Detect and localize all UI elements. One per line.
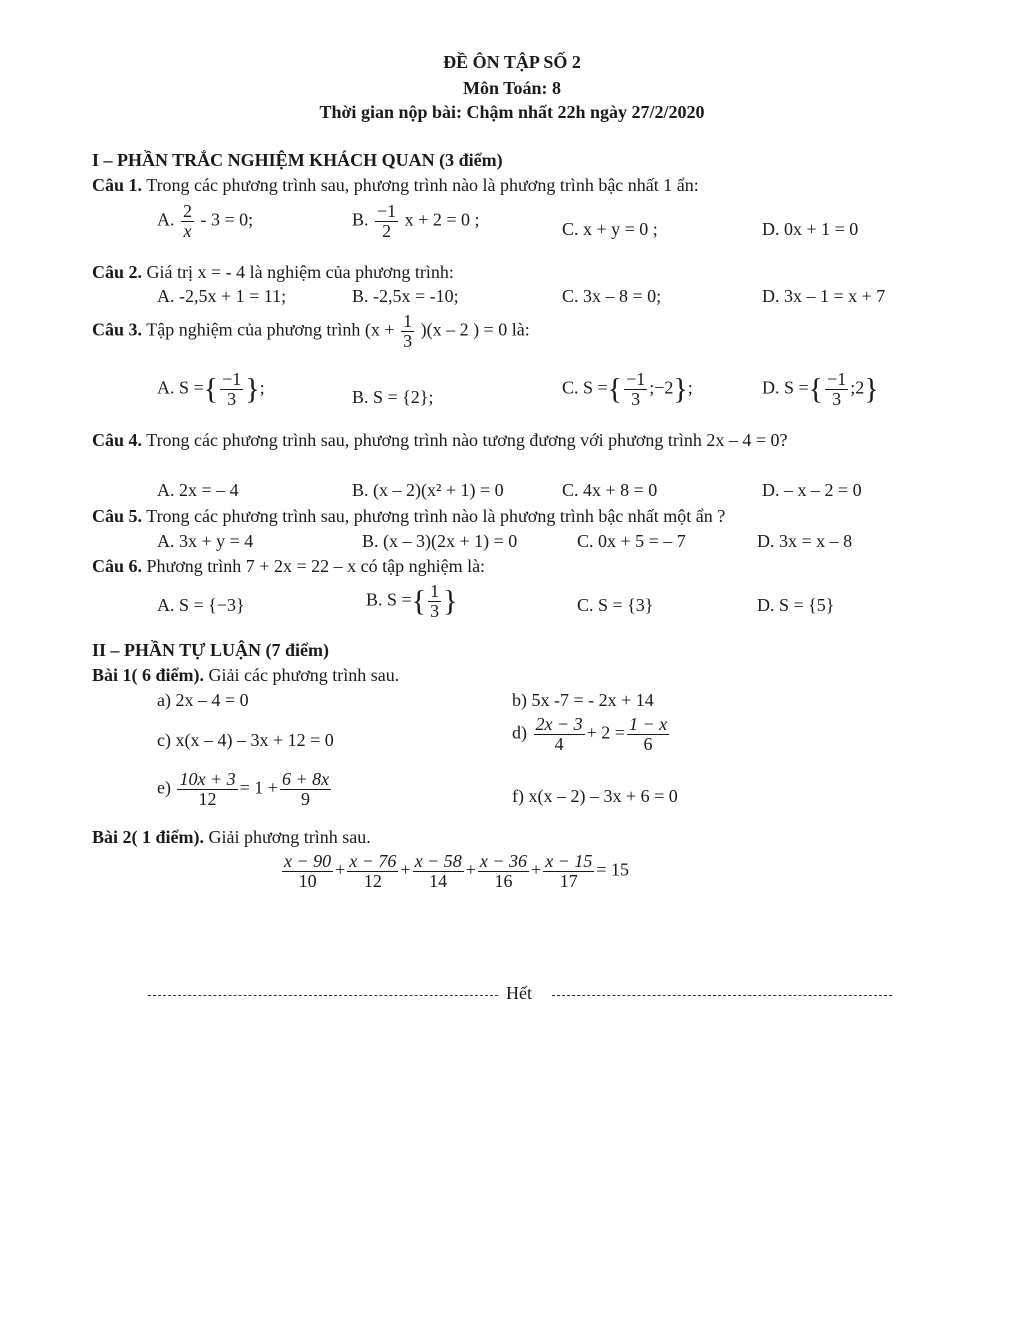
question-1-option-c: C. x + y = 0 ; [562, 219, 658, 239]
question-4-option-d: D. – x – 2 = 0 [762, 480, 862, 500]
question-3-text: Tập nghiệm của phương trình (x + [146, 319, 395, 340]
bai-2-text: Giải phương trình sau. [208, 827, 371, 847]
left-brace: { [411, 584, 427, 618]
fraction-denominator: 4 [554, 733, 564, 754]
fraction-numerator: x − 58 [414, 851, 462, 871]
option-label: B. [352, 209, 369, 230]
fraction-denominator: 3 [631, 388, 641, 409]
fraction-denominator: x [183, 220, 192, 241]
question-1-label: Câu 1. [92, 175, 143, 195]
question-1 [92, 175, 699, 196]
question-2-option-d: D. 3x – 1 = x + 7 [762, 286, 886, 306]
question-6-label: Câu 6. [92, 556, 143, 576]
question-2-option-a: A. -2,5x + 1 = 11; [157, 286, 287, 306]
question-5-option-d: D. 3x = x – 8 [757, 531, 853, 551]
question-2-option-b: B. -2,5x = -10; [352, 286, 459, 306]
question-4-text: Trong các phương trình sau, phương trình nào tương đương với phương trình 2x – 4 = 0? [146, 430, 788, 450]
fraction-numerator: x − 36 [479, 851, 528, 871]
fraction-numerator: −1 [626, 369, 646, 389]
fraction-numerator: x − 15 [545, 851, 593, 871]
question-6 [92, 556, 485, 577]
question-2-text: Giá trị x = - 4 là nghiệm của phương trình: [146, 262, 454, 282]
question-3-option-b: B. S = {2}; [352, 387, 434, 407]
question-3 [92, 312, 530, 351]
fraction-denominator: 3 [832, 388, 842, 409]
question-6-option-a: A. S = {−3} [157, 595, 245, 615]
option-label: B. S = [366, 589, 412, 610]
left-brace: { [808, 372, 824, 406]
fraction [401, 312, 414, 351]
fraction-numerator: −1 [377, 201, 397, 221]
end-marker: Hết [506, 983, 532, 1003]
question-5 [92, 506, 725, 527]
fraction [413, 852, 464, 891]
fraction-denominator: 3 [430, 600, 440, 621]
question-6-option-b [366, 582, 457, 621]
question-2-label: Câu 2. [92, 262, 143, 282]
fraction-numerator: x − 76 [349, 851, 397, 871]
fraction [428, 582, 441, 621]
fraction-numerator: 2 [183, 201, 192, 221]
bai-1 [92, 665, 399, 686]
fraction-numerator: 10x + 3 [179, 769, 236, 789]
question-1-option-d: D. 0x + 1 = 0 [762, 219, 859, 239]
fraction [347, 852, 398, 891]
bai-1-item-e [157, 770, 333, 809]
fraction-numerator: x − 90 [284, 851, 332, 871]
right-brace: } [864, 372, 879, 406]
plus-sign: + [465, 859, 476, 880]
fraction-numerator: 1 [430, 581, 440, 601]
footer-dash-left [148, 995, 498, 996]
fraction [825, 370, 848, 409]
bai-1-item-c: c) x(x – 4) – 3x + 12 = 0 [157, 730, 334, 750]
bai-2-equation [280, 852, 629, 891]
question-5-option-b: B. (x – 3)(2x + 1) = 0 [362, 531, 518, 551]
question-1-text: Trong các phương trình sau, phương trình nào là phương trình bậc nhất 1 ẩn: [146, 175, 699, 195]
bai-2-label: Bài 2( 1 điểm). [92, 827, 204, 847]
footer-dash-right [552, 995, 892, 996]
part2-heading: II – PHẦN TỰ LUẬN (7 điểm) [92, 640, 329, 660]
bai-1-item-a: a) 2x – 4 = 0 [157, 690, 249, 710]
question-2-option-c: C. 3x – 8 = 0; [562, 286, 662, 306]
right-brace: } [673, 372, 688, 406]
fraction [375, 202, 398, 241]
option-label: A. S = [157, 377, 204, 398]
fraction [177, 770, 237, 809]
fraction-denominator: 10 [298, 870, 317, 891]
bai-2 [92, 827, 371, 848]
option-label: D. S = [762, 377, 809, 398]
option-rest: x + 2 = 0 ; [404, 209, 480, 230]
fraction [478, 852, 529, 891]
right-brace: } [245, 372, 260, 406]
fraction [534, 715, 585, 754]
fraction-numerator: 1 [403, 311, 413, 331]
fraction-numerator: −1 [827, 369, 847, 389]
part1-heading: I – PHẦN TRẮC NGHIỆM KHÁCH QUAN (3 điểm) [92, 150, 503, 170]
equation-rhs: = 15 [596, 859, 629, 880]
question-6-text: Phương trình 7 + 2x = 22 – x có tập nghiệm là: [146, 556, 486, 576]
bai-1-item-f: f) x(x – 2) – 3x + 6 = 0 [512, 786, 678, 806]
fraction-denominator: 14 [429, 870, 448, 891]
fraction-denominator: 9 [301, 788, 310, 809]
bai-1-label: Bài 1( 6 điểm). [92, 665, 204, 685]
question-6-option-c: C. S = {3} [577, 595, 654, 615]
bai-1-item-d [512, 715, 671, 754]
question-3-option-a [157, 370, 265, 409]
fraction [543, 852, 594, 891]
subject-line: Môn Toán: 8 [462, 78, 562, 98]
fraction [181, 202, 194, 241]
item-label: e) [157, 777, 171, 798]
question-5-option-c: C. 0x + 5 = – 7 [577, 531, 686, 551]
fraction-denominator: 2 [382, 220, 392, 241]
question-1-option-a [157, 202, 253, 241]
question-1-option-b [352, 202, 479, 241]
fraction [220, 370, 243, 409]
plus-sign: + [400, 859, 411, 880]
question-3-option-c [562, 370, 693, 409]
fraction-denominator: 17 [559, 870, 578, 891]
question-6-option-d: D. S = {5} [757, 595, 835, 615]
option-label: C. S = [562, 377, 608, 398]
fraction-denominator: 12 [198, 788, 217, 809]
fraction-numerator: 2x − 3 [535, 714, 583, 734]
item-mid: + 2 = [586, 722, 625, 743]
fraction [282, 852, 333, 891]
item-mid: = 1 + [239, 777, 278, 798]
deadline-line: Thời gian nộp bài: Chậm nhất 22h ngày 27/2/2020 [319, 102, 705, 122]
question-5-text: Trong các phương trình sau, phương trình nào là phương trình bậc nhất một ẩn ? [146, 506, 726, 526]
option-tail: ;−2 [649, 377, 674, 398]
question-4-option-c: C. 4x + 8 = 0 [562, 480, 658, 500]
bai-1-item-b: b) 5x -7 = - 2x + 14 [512, 690, 654, 710]
question-2 [92, 262, 454, 283]
question-4-label: Câu 4. [92, 430, 143, 450]
fraction-denominator: 3 [403, 330, 413, 351]
worksheet-title: ĐỀ ÔN TẬP SỐ 2 [443, 52, 581, 72]
left-brace: { [607, 372, 623, 406]
right-brace: } [443, 584, 458, 618]
fraction-denominator: 12 [363, 870, 382, 891]
option-end: ; [259, 377, 265, 398]
question-3-text-end: )(x – 2 ) = 0 là: [420, 319, 530, 340]
question-3-label: Câu 3. [92, 319, 143, 340]
plus-sign: + [531, 859, 542, 880]
plus-sign: + [335, 859, 346, 880]
question-4-option-a: A. 2x = – 4 [157, 480, 239, 500]
option-label: A. [157, 209, 175, 230]
option-end: ; [687, 377, 693, 398]
fraction [624, 370, 647, 409]
question-3-option-d [762, 370, 879, 409]
fraction-numerator: 6 + 8x [281, 769, 330, 789]
question-4 [92, 430, 788, 451]
question-5-label: Câu 5. [92, 506, 143, 526]
option-tail: ;2 [850, 377, 865, 398]
fraction-denominator: 3 [227, 388, 237, 409]
question-5-option-a: A. 3x + y = 4 [157, 531, 254, 551]
fraction-numerator: −1 [222, 369, 242, 389]
item-label: d) [512, 722, 527, 743]
option-rest: - 3 = 0; [200, 209, 254, 230]
fraction-denominator: 6 [643, 733, 653, 754]
fraction [280, 770, 331, 809]
question-4-option-b: B. (x – 2)(x² + 1) = 0 [352, 480, 504, 500]
fraction [627, 715, 669, 754]
fraction-numerator: 1 − x [628, 714, 668, 734]
bai-1-text: Giải các phương trình sau. [208, 665, 400, 685]
fraction-denominator: 16 [494, 870, 513, 891]
left-brace: { [203, 372, 219, 406]
